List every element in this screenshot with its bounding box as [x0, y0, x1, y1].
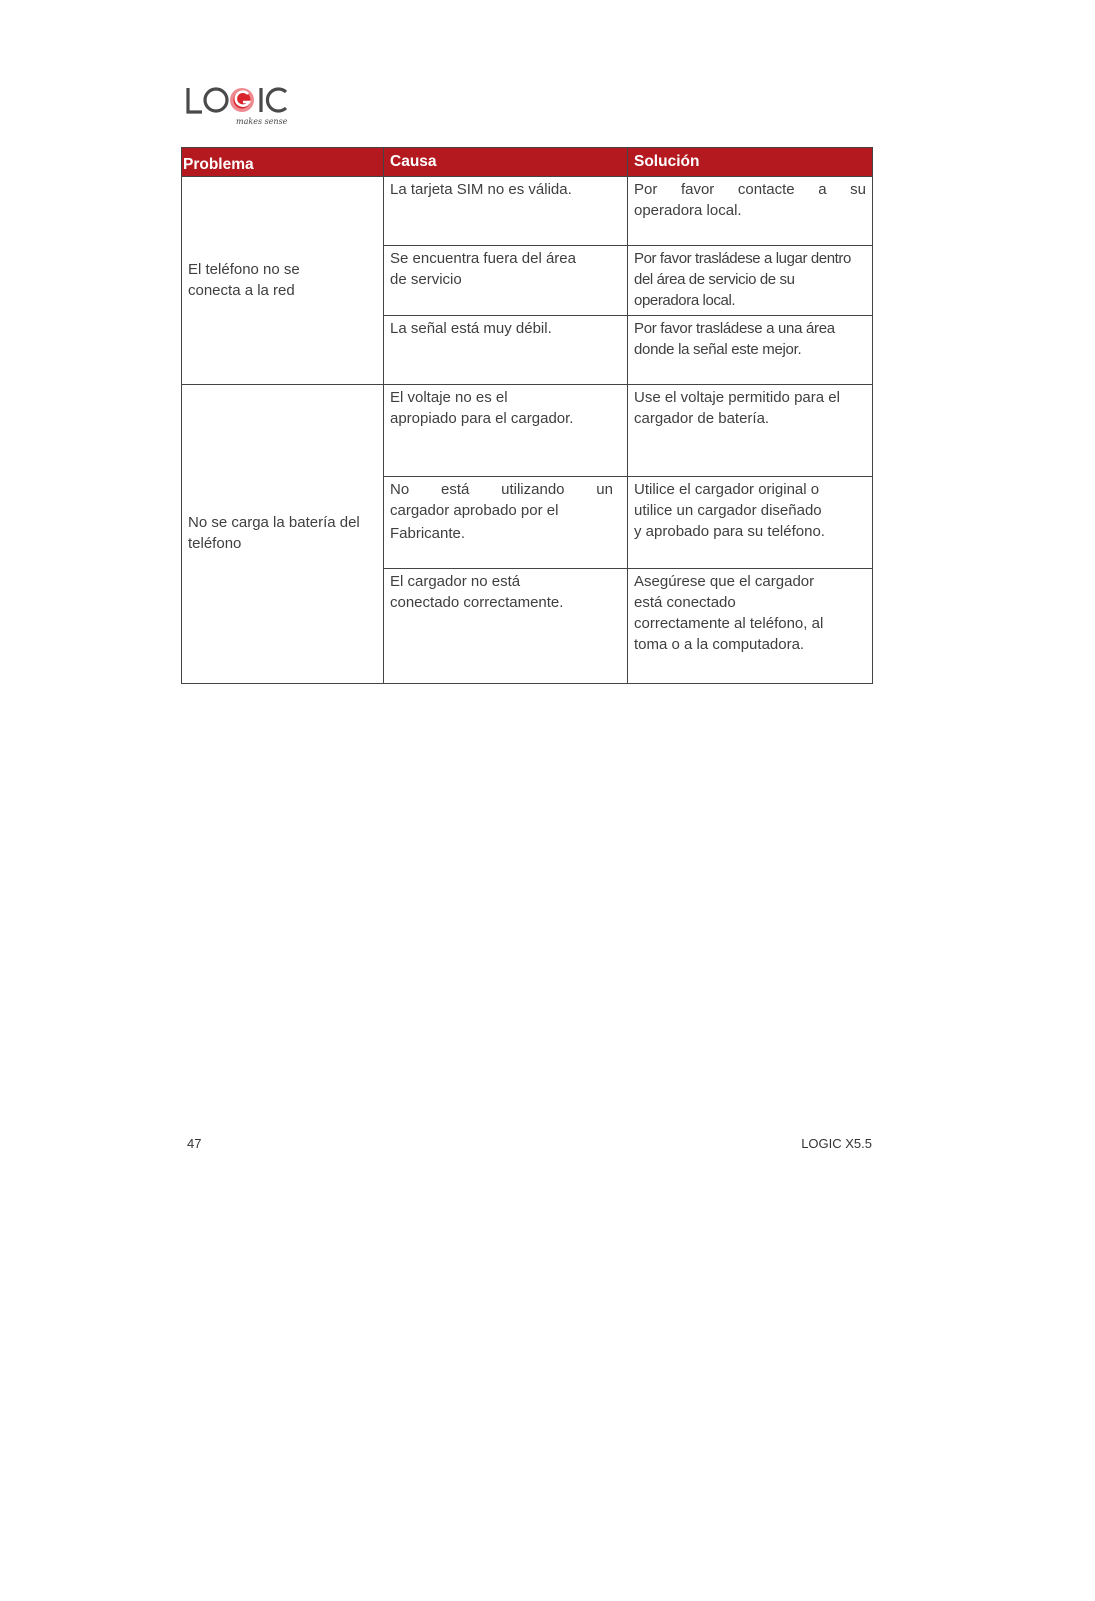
cause-cell [384, 316, 628, 385]
footer-model-name: LOGIC X5.5 [801, 1136, 872, 1151]
solution-line: Asegúrese que el cargador [634, 573, 815, 590]
solution-cell [628, 569, 873, 684]
cause-line: de servicio [390, 271, 462, 288]
solution-line: operadora local. [634, 292, 736, 309]
problem-text: El teléfono no se conecta a la red [188, 260, 300, 299]
solution-line: operadora local. [634, 202, 742, 219]
solution-line: Por favor trasládese a una área [634, 320, 835, 337]
solution-line: donde la señal este mejor. [634, 341, 802, 358]
cause-line: Fabricante. [390, 525, 466, 542]
solution-cell [628, 385, 873, 477]
solution-line: Use el voltaje permitido para el [634, 389, 840, 406]
solution-line: cargador de batería. [634, 410, 770, 427]
cause-cell [384, 246, 628, 316]
solution-line: y aprobado para su teléfono. [634, 523, 825, 540]
cause-line: La tarjeta SIM no es válida. [390, 181, 572, 198]
cause-line: cargador aprobado por el [390, 502, 559, 519]
solution-cell [628, 477, 873, 569]
header-cause: Causa [384, 148, 628, 177]
solution-line: Por favor trasládese a lugar dentro [634, 250, 851, 267]
cause-line: La señal está muy débil. [390, 320, 552, 337]
table-header-row [182, 148, 873, 177]
table-row [182, 177, 873, 246]
problem-cell [182, 385, 384, 684]
page-number: 47 [187, 1136, 202, 1151]
solution-line: correctamente al teléfono, al [634, 615, 824, 632]
cause-cell [384, 477, 628, 569]
header-problem: Problema [182, 148, 384, 177]
logo-tagline: makes sense [236, 117, 288, 126]
cause-line: Se encuentra fuera del área [390, 250, 576, 267]
problem-text: No se carga la batería del teléfono [188, 514, 360, 552]
solution-cell [628, 177, 873, 246]
problem-cell [182, 177, 384, 385]
solution-line: está conectado [634, 594, 736, 611]
cause-cell [384, 177, 628, 246]
cause-cell [384, 385, 628, 477]
table-row [182, 385, 873, 477]
solution-line: utilice un cargador diseñado [634, 502, 822, 519]
cause-line: apropiado para el cargador. [390, 410, 574, 427]
solution-cell [628, 316, 873, 385]
header-solution: Solución [628, 148, 873, 177]
cause-line: No está utilizando un [390, 481, 613, 498]
cause-cell [384, 569, 628, 684]
cause-line: conectado correctamente. [390, 594, 564, 611]
solution-line: del área de servicio de su [634, 271, 795, 288]
solution-line: Por favor contacte a su [634, 181, 866, 198]
solution-line: Utilice el cargador original o [634, 481, 820, 498]
troubleshooting-table [181, 147, 873, 684]
cause-line: El voltaje no es el [390, 389, 508, 406]
solution-line: toma o a la computadora. [634, 636, 805, 653]
solution-cell [628, 246, 873, 316]
cause-line: El cargador no está [390, 573, 521, 590]
